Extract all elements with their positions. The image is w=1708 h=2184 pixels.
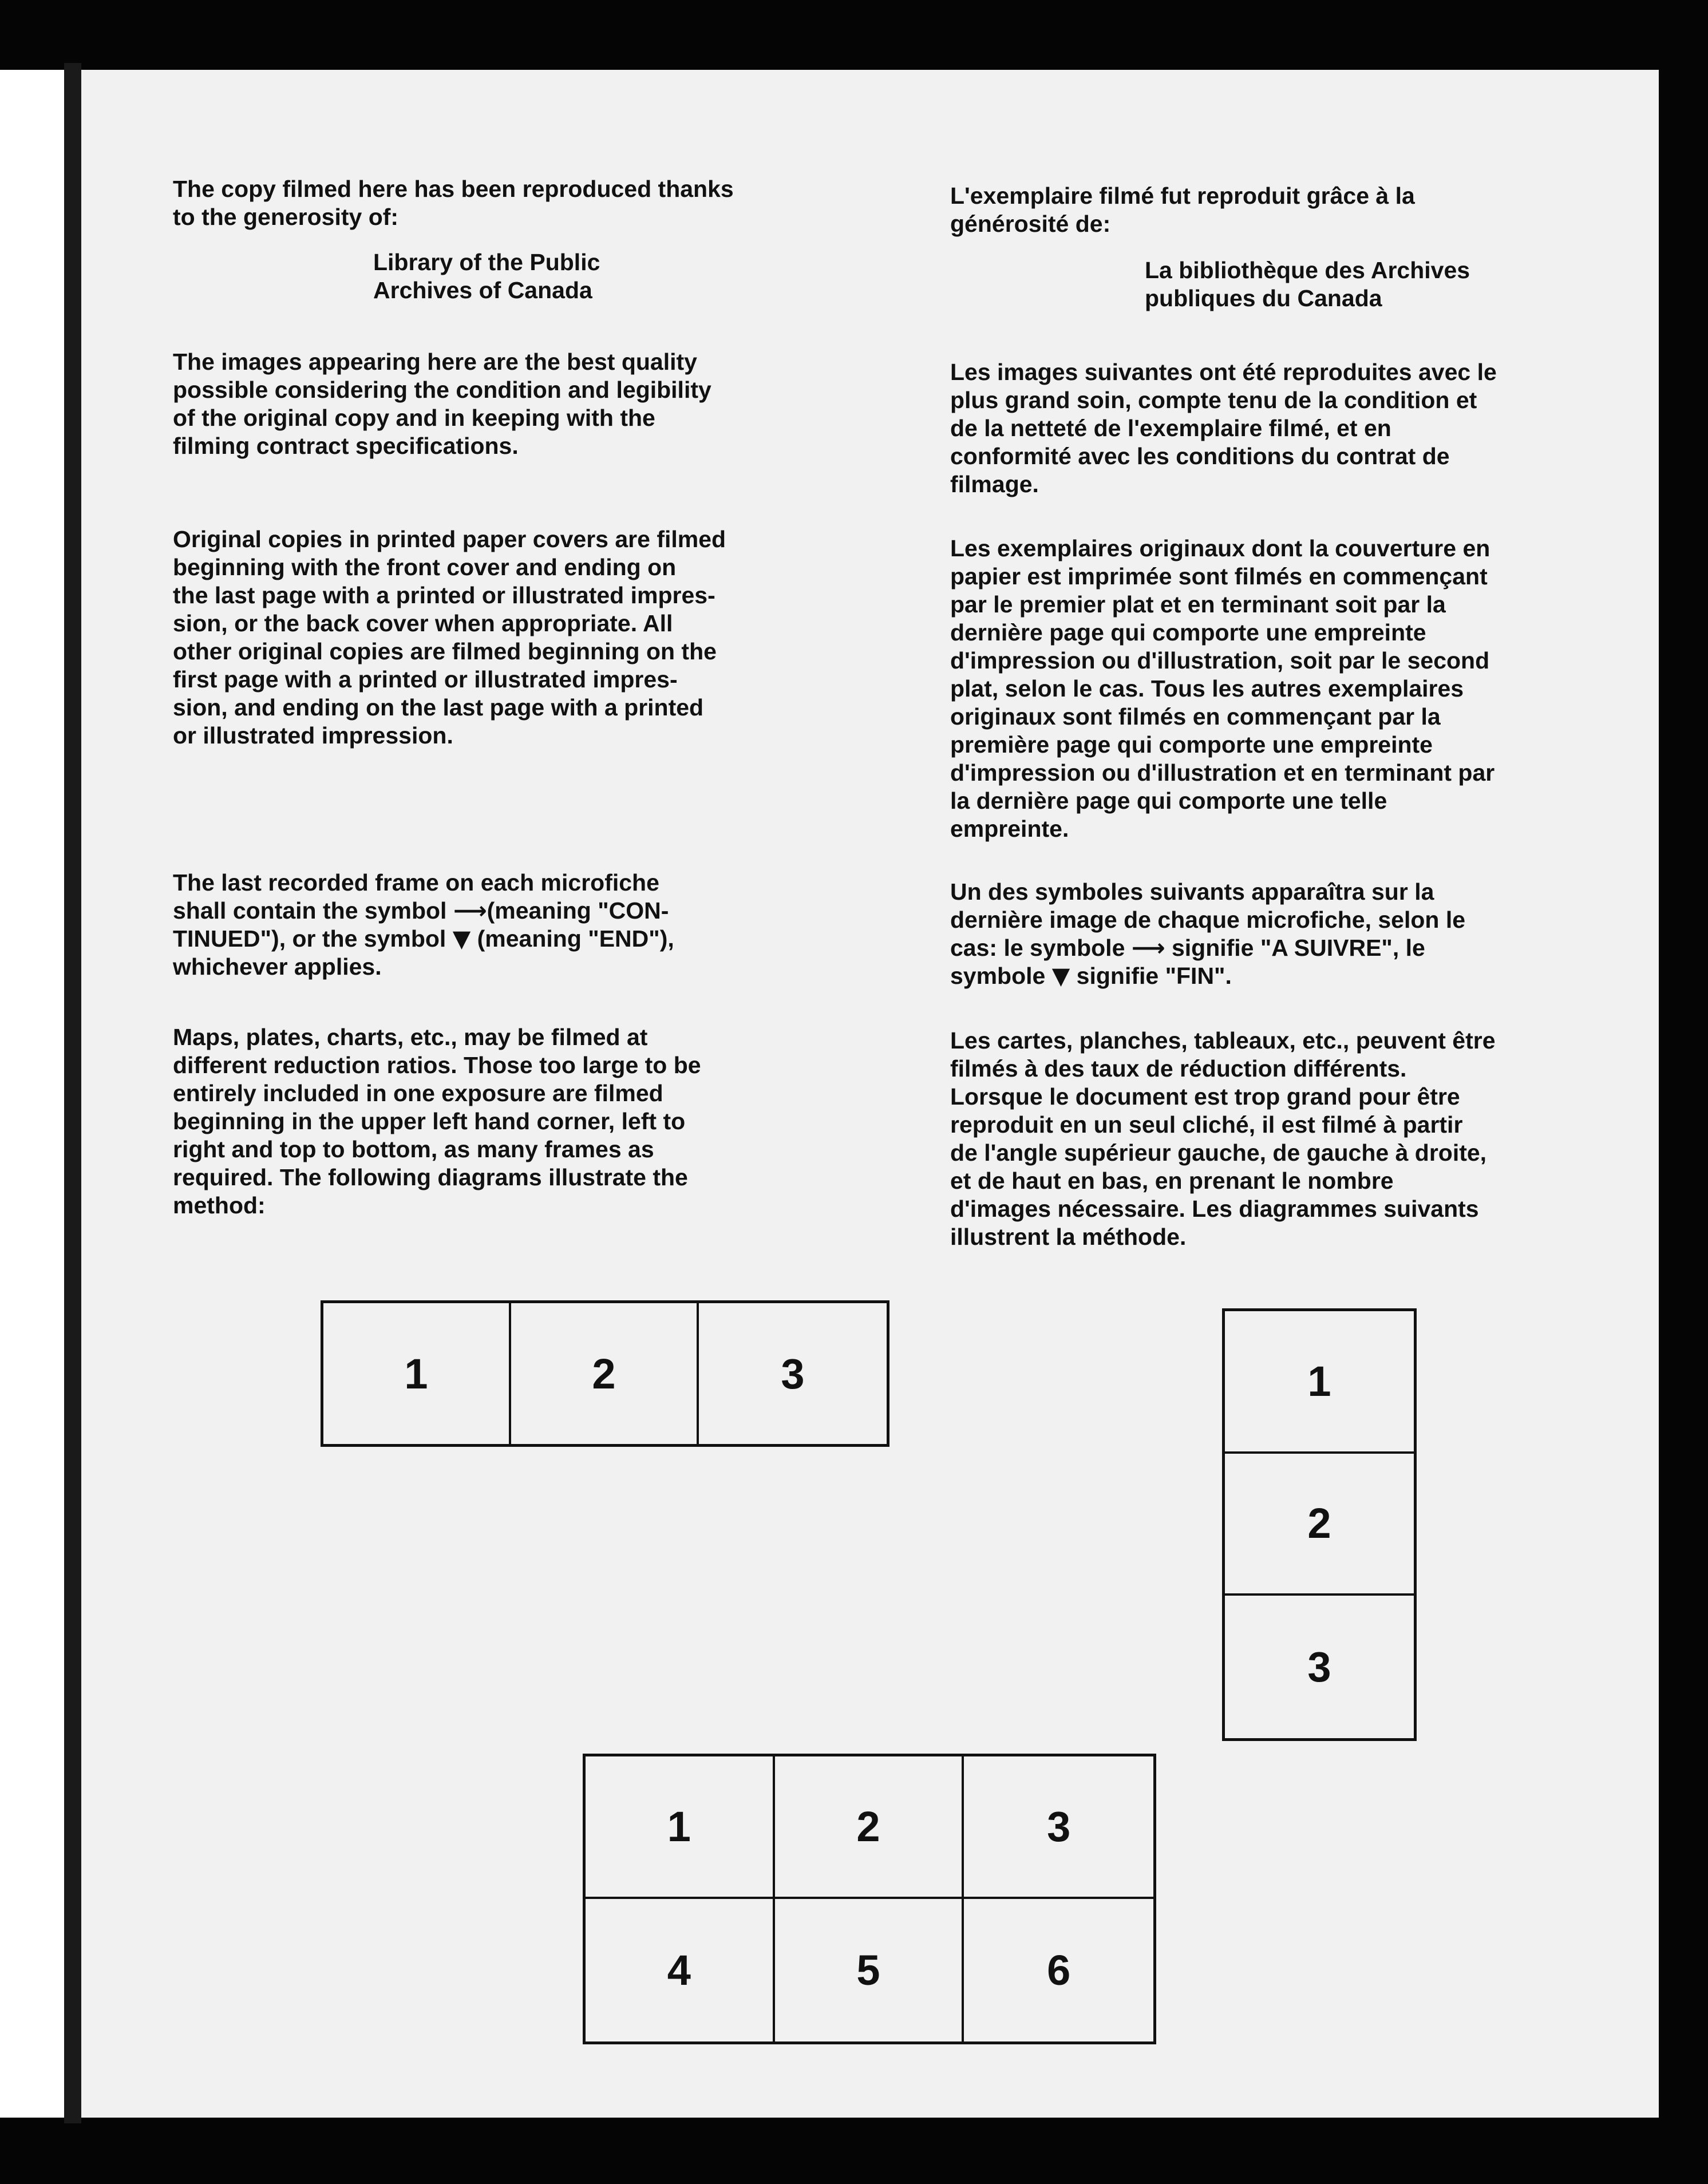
diagram-grid-cell: 4 <box>586 1899 775 2041</box>
english-symbols-text-3: (meaning "END"), whichever applies. <box>173 925 674 980</box>
scan-border-right <box>1659 0 1708 2184</box>
english-quality-paragraph: The images appearing here are the best quality possible considering the condition and legibility of the original copy and in keeping with the filming contract specifications. <box>173 349 711 459</box>
diagram-row-cell: 1 <box>323 1303 511 1444</box>
diagram-column-of-three <box>1222 1308 1417 1741</box>
diagram-grid-cell: 3 <box>964 1756 1153 1899</box>
diagram-grid-cell: 5 <box>775 1899 964 2041</box>
english-original-copies-paragraph: Original copies in printed paper covers are filmed beginning with the front cover and ending on the last page with a printed or illustrated impres- sion, or the back cover when appropriate. All other original copies are filmed beginning on the first page with a printed or illustrated impres- sion, and ending on the last page with a printed or illustrated impression. <box>173 526 726 749</box>
scan-border-bottom <box>0 2118 1708 2184</box>
diagram-row-cell: 3 <box>781 1350 805 1398</box>
french-symbols-text-1: Un des symboles suivants apparaîtra sur la dernière image de chaque microfiche, selon le cas: le symbole <box>950 879 1466 961</box>
diagram-row-of-three <box>321 1300 889 1447</box>
english-symbols-text-1: The last recorded frame on each microfiche shall contain the symbol <box>173 869 659 924</box>
diagram-grid-cell: 2 <box>775 1756 964 1899</box>
diagram-grid-cell: 6 <box>1047 1946 1071 1994</box>
continued-arrow-icon: ⟶ <box>453 897 487 924</box>
english-maps-paragraph: Maps, plates, charts, etc., may be filmed at different reduction ratios. Those too large to be entirely included in one exposure are filmed beginning in the upper left hand corner, left to right and top to bottom, as many frames as required. The following diagrams illustrate the method: <box>173 1024 701 1218</box>
french-generosity-text: L'exemplaire filmé fut reproduit grâce à la générosité de: <box>950 183 1415 237</box>
scan-border-left-edge <box>64 63 81 2123</box>
french-original-copies-paragraph: Les exemplaires originaux dont la couverture en papier est imprimée sont filmés en commençant par le premier plat et en terminant soit par la dernière page qui comporte une empreinte d'impression ou d'illustration, soit par le second plat, selon le cas. Tous les autres exemplaires originaux sont filmés en commençant par la première page qui comporte une empreinte d'impression ou d'illustration et en terminant par la dernière page qui comporte une telle empreinte. <box>950 535 1495 842</box>
scan-border-top <box>0 0 1708 70</box>
english-symbols-paragraph <box>173 869 674 981</box>
diagram-column-cell: 1 <box>1225 1311 1414 1454</box>
fin-triangle-icon: ▼ <box>1051 962 1070 990</box>
end-triangle-icon: ▼ <box>452 925 471 952</box>
diagram-column-cell: 3 <box>1307 1643 1331 1691</box>
english-generosity-text: The copy filmed here has been reproduced thanks to the generosity of: <box>173 176 734 230</box>
french-symbols-text-2: signifie "A SUIVRE", le symbole <box>950 935 1425 989</box>
english-symbols-text-2: (meaning "CON- TINUED"), or the symbol <box>173 897 669 952</box>
english-institution-name: Library of the Public Archives of Canada <box>373 249 600 303</box>
french-symbols-paragraph <box>950 878 1465 990</box>
french-quality-paragraph: Les images suivantes ont été reproduites avec le plus grand soin, compte tenu de la condition et de la netteté de l'exemplaire filmé, et en conformité avec les conditions du contrat de filmage. <box>950 359 1497 497</box>
diagram-row-cell: 2 <box>511 1303 699 1444</box>
diagram-grid-of-six <box>583 1754 1156 2044</box>
french-institution-name: La bibliothèque des Archives publiques du Canada <box>1145 257 1470 311</box>
diagram-grid-cell: 1 <box>586 1756 775 1899</box>
diagram-column-cell: 2 <box>1225 1454 1414 1596</box>
suivre-arrow-icon: ⟶ <box>1131 934 1165 962</box>
french-symbols-text-3: signifie "FIN". <box>1070 963 1232 989</box>
french-maps-paragraph: Les cartes, planches, tableaux, etc., peuvent être filmés à des taux de réduction différents. Lorsque le document est trop grand pour être reproduit en un seul cliché, il est filmé à partir de l'angle supérieur gauche, de gauche à droite, et de haut en bas, en prenant le nombre d'images nécessaire. Les diagrammes suivants illustrent la méthode. <box>950 1027 1496 1250</box>
